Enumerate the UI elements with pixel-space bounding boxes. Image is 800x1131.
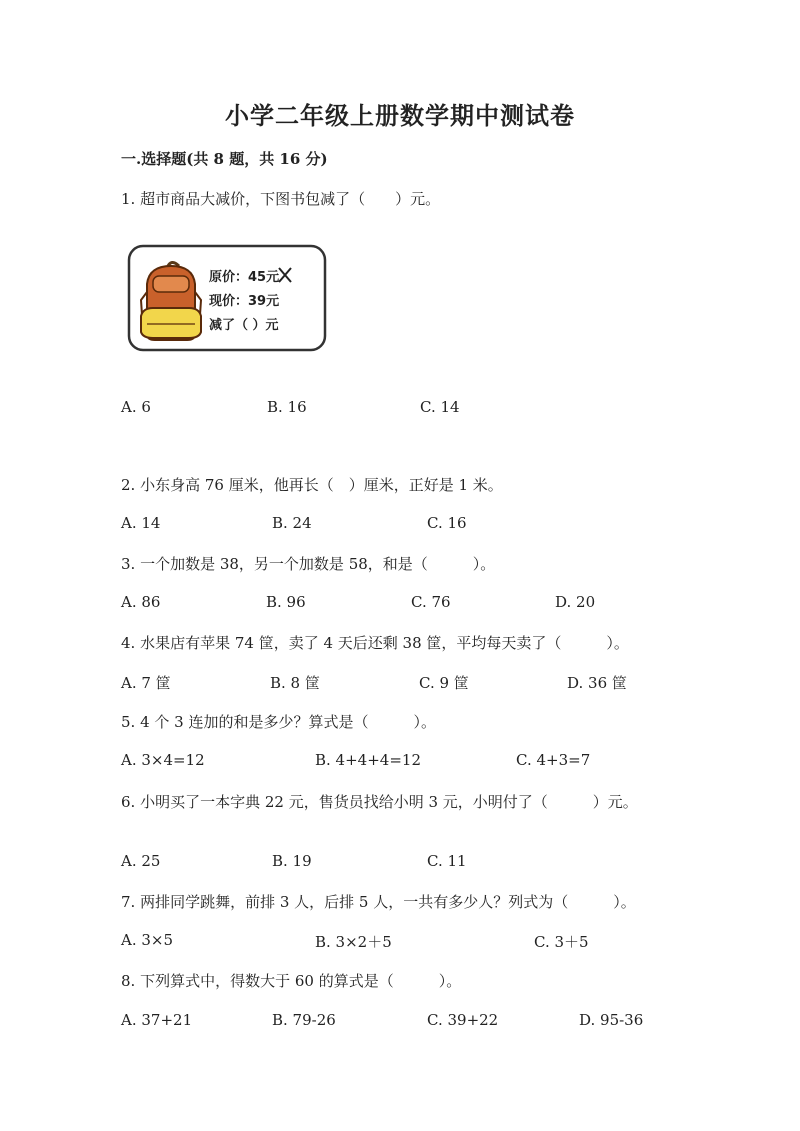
q8-option-b[interactable]: B. 79-26 [272, 1011, 336, 1029]
section-heading: 一.选择题(共 8 题，共 16 分) [121, 150, 328, 168]
question-2: 2. 小东身高 76 厘米，他再长（ ）厘米，正好是 1 米。 [121, 476, 503, 494]
q7-option-c[interactable]: C. 3＋5 [534, 933, 589, 951]
q2-option-a[interactable]: A. 14 [121, 514, 161, 532]
q8-option-c[interactable]: C. 39+22 [427, 1011, 499, 1029]
price-card-image [127, 244, 327, 352]
original-price-label: 原价： [209, 270, 249, 285]
q5-option-b[interactable]: B. 4+4+4=12 [315, 751, 421, 769]
q5-option-a[interactable]: A. 3×4=12 [121, 751, 205, 769]
question-3: 3. 一个加数是 38，另一个加数是 58，和是（ ）。 [121, 555, 496, 573]
question-7: 7. 两排同学跳舞，前排 3 人，后排 5 人，一共有多少人？列式为（ ）。 [121, 893, 636, 911]
q3-option-a[interactable]: A. 86 [121, 593, 161, 611]
q4-option-a[interactable]: A. 7 筐 [121, 674, 171, 692]
q6-option-a[interactable]: A. 25 [121, 852, 161, 870]
q7-option-b[interactable]: B. 3×2＋5 [315, 933, 392, 951]
q4-option-d[interactable]: D. 36 筐 [567, 674, 627, 692]
current-price-label: 现价： [209, 294, 249, 309]
q6-option-c[interactable]: C. 11 [427, 852, 467, 870]
backpack-icon [141, 262, 201, 340]
q5-option-c[interactable]: C. 4+3=7 [516, 751, 591, 769]
original-price-value: 45元 [248, 270, 280, 285]
reduced-amount-label: 减了（ ）元 [209, 318, 279, 333]
question-8: 8. 下列算式中，得数大于 60 的算式是（ ）。 [121, 972, 462, 990]
page-title: 小学二年级上册数学期中测试卷 [225, 101, 575, 130]
q3-option-d[interactable]: D. 20 [555, 593, 596, 611]
q3-option-c[interactable]: C. 76 [411, 593, 451, 611]
question-4: 4. 水果店有苹果 74 筐，卖了 4 天后还剩 38 筐，平均每天卖了（ ）。 [121, 634, 629, 652]
q3-option-b[interactable]: B. 96 [266, 593, 306, 611]
q7-option-a[interactable]: A. 3×5 [121, 931, 174, 949]
q2-option-b[interactable]: B. 24 [272, 514, 312, 532]
q8-option-a[interactable]: A. 37+21 [121, 1011, 193, 1029]
question-5: 5. 4 个 3 连加的和是多少？算式是（ ）。 [121, 713, 436, 731]
q8-option-d[interactable]: D. 95-36 [579, 1011, 644, 1029]
q4-option-c[interactable]: C. 9 筐 [419, 674, 469, 692]
q1-option-a[interactable]: A. 6 [121, 398, 151, 416]
current-price-value: 39元 [248, 294, 280, 309]
q1-option-b[interactable]: B. 16 [267, 398, 307, 416]
q4-option-b[interactable]: B. 8 筐 [270, 674, 320, 692]
q2-option-c[interactable]: C. 16 [427, 514, 467, 532]
q1-option-c[interactable]: C. 14 [420, 398, 460, 416]
question-1: 1. 超市商品大减价，下图书包减了（ ）元。 [121, 190, 441, 208]
question-6: 6. 小明买了一本字典 22 元，售货员找给小明 3 元，小明付了（ ）元。 [121, 793, 638, 811]
q6-option-b[interactable]: B. 19 [272, 852, 312, 870]
